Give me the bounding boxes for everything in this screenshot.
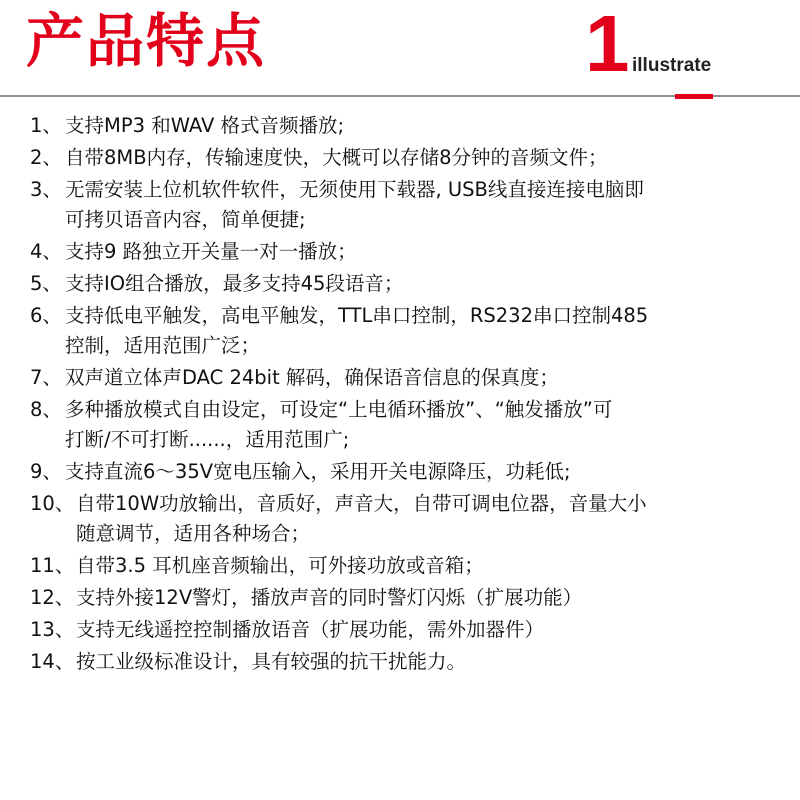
feature-text: [76, 615, 544, 645]
feature-text: [65, 111, 344, 141]
feature-text-line: 支持外接12V警灯，播放声音的同时警灯闪烁（扩展功能）: [76, 586, 583, 609]
feature-text-line: 自带3.5 耳机座音频输出，可外接功放或音箱；: [76, 554, 484, 577]
feature-text-line: 支持9 路独立开关量一对一播放；: [65, 240, 357, 263]
feature-text-line: 控制，适用范围广泛；: [65, 334, 261, 357]
feature-item: [0, 615, 800, 645]
page-title: 产品特点: [26, 7, 267, 75]
feature-text: [76, 583, 582, 613]
feature-item: [0, 301, 800, 361]
feature-number: 4、: [30, 240, 62, 263]
feature-text-line: 多种播放模式自由设定，可设定“上电循环播放”、“触发播放”可: [65, 398, 613, 421]
feature-text: [65, 269, 403, 299]
feature-text-line: 支持IO组合播放，最多支持45段语音；: [65, 272, 404, 295]
feature-item: [0, 457, 800, 487]
feature-number: 2、: [30, 146, 62, 169]
feature-number: 6、: [30, 304, 62, 327]
feature-text-line: 打断/不可打断......，适用范围广;: [65, 428, 350, 451]
feature-text-line: 支持无线遥控控制播放语音（扩展功能，需外加器件）: [76, 618, 545, 641]
section-caption: illustrate: [632, 55, 712, 76]
section-number: 1: [585, 0, 630, 88]
feature-text-line: 自带8MB内存，传输速度快，大概可以存储8分钟的音频文件；: [65, 146, 608, 169]
feature-text: [65, 175, 644, 235]
feature-text-line: 支持MP3 和WAV 格式音频播放;: [65, 114, 345, 137]
feature-list: [0, 111, 800, 679]
feature-item: [0, 111, 800, 141]
feature-text: [65, 457, 571, 487]
feature-item: [0, 395, 800, 455]
feature-item: [0, 175, 800, 235]
feature-text: [65, 237, 357, 267]
feature-number: 1、: [30, 114, 62, 137]
feature-text-line: 双声道立体声DAC 24bit 解码，确保语音信息的保真度；: [65, 366, 559, 389]
feature-number: 14、: [30, 650, 75, 673]
feature-text-line: 无需安装上位机软件软件，无须使用下载器, USB线直接连接电脑即: [65, 178, 644, 201]
feature-text-line: 支持低电平触发，高电平触发，TTL串口控制，RS232串口控制485: [65, 304, 649, 327]
feature-number: 3、: [30, 178, 62, 201]
feature-item: [0, 363, 800, 393]
feature-item: [0, 551, 800, 581]
feature-item: [0, 143, 800, 173]
feature-text-line: 可拷贝语音内容，简单便捷;: [65, 208, 306, 231]
feature-text-line: 按工业级标准设计，具有较强的抗干扰能力。: [76, 650, 467, 673]
feature-text: [65, 363, 559, 393]
feature-text: [76, 551, 484, 581]
feature-number: 11、: [30, 554, 75, 577]
feature-text: [65, 395, 612, 455]
feature-number: 12、: [30, 586, 75, 609]
feature-number: 13、: [30, 618, 75, 641]
feature-text-line: 支持直流6～35V宽电压输入，采用开关电源降压，功耗低;: [65, 460, 571, 483]
divider-accent: [675, 94, 713, 99]
feature-text: [76, 647, 466, 677]
feature-item: [0, 647, 800, 677]
feature-text: [76, 489, 647, 549]
feature-text-line: 自带10W功放输出，音质好，声音大，自带可调电位器，音量大小: [76, 492, 647, 515]
feature-item: [0, 489, 800, 549]
feature-item: [0, 237, 800, 267]
feature-text: [65, 301, 648, 361]
header: [0, 0, 800, 100]
feature-item: [0, 583, 800, 613]
feature-text: [65, 143, 608, 173]
feature-number: 10、: [30, 492, 75, 515]
feature-item: [0, 269, 800, 299]
feature-number: 9、: [30, 460, 62, 483]
feature-text-line: 随意调节，适用各种场合；: [76, 522, 311, 545]
feature-number: 7、: [30, 366, 62, 389]
feature-number: 8、: [30, 398, 62, 421]
feature-number: 5、: [30, 272, 62, 295]
